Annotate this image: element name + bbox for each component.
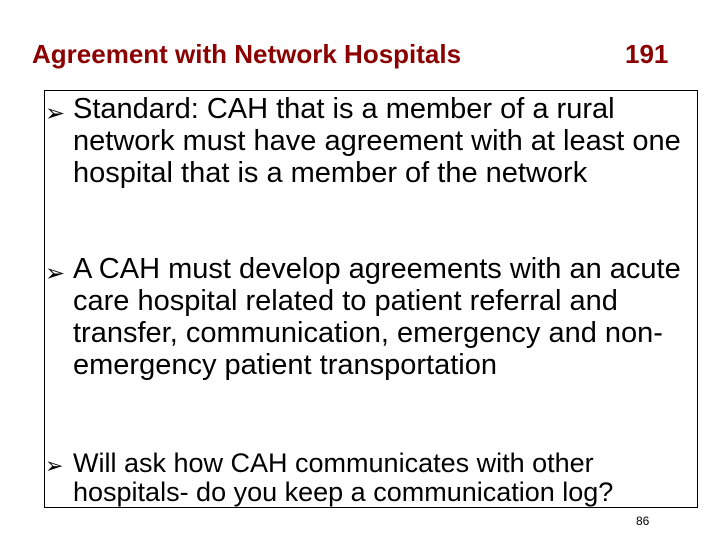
slide-title (32, 30, 692, 78)
bullet-item (45, 93, 693, 189)
bullet-item (45, 253, 693, 381)
slide-title-number: 191 (625, 39, 669, 69)
bullet-text: Standard: CAH that is a member of a rural network must have agreement with at least one hospital that is a member of the network (73, 93, 681, 189)
bullet-text: Will ask how CAH communicates with other hospitals- do you keep a communication log? (73, 448, 614, 507)
page-number: 86 (636, 514, 650, 528)
arrow-bullet-icon: ➢ (45, 454, 64, 479)
arrow-bullet-icon: ➢ (45, 99, 66, 127)
bullet-item (45, 449, 698, 507)
slide-title-text: Agreement with Network Hospitals (32, 39, 462, 69)
content-box (44, 90, 698, 508)
bullet-text: A CAH must develop agreements with an acute care hospital related to patient referral and transfer, communication, emergency and non-emergency patient transportation (73, 253, 681, 381)
arrow-bullet-icon: ➢ (45, 259, 66, 287)
